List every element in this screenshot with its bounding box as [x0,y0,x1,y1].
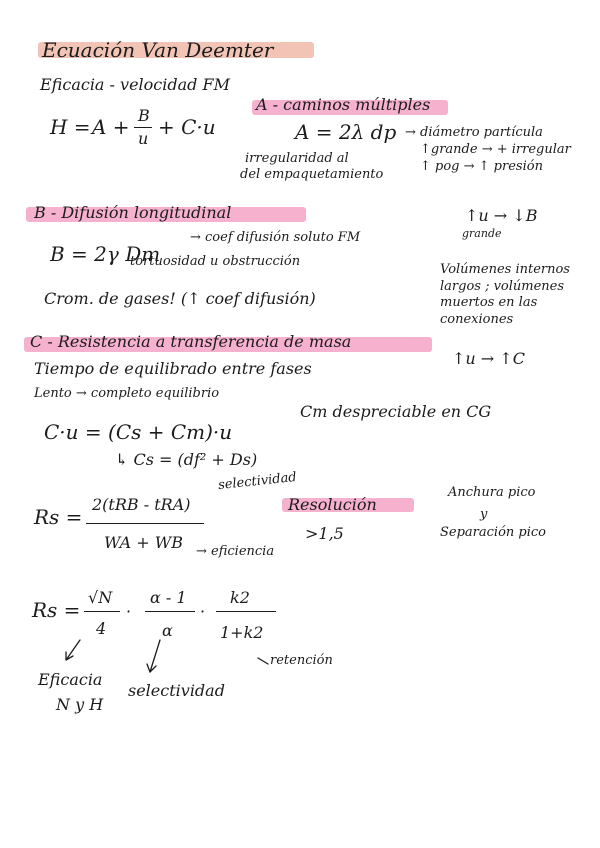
rs2-selectividad: selectividad [128,681,225,700]
b-heading: B - Difusión longitudinal [34,203,232,222]
a-irregularidad-1: irregularidad al [245,151,349,166]
rs2-dot-2: · [200,602,206,621]
c-formula-2: ↳ Cs = (df² + Ds) [115,450,258,469]
arrow-eficacia [66,640,80,660]
a-note-grande: ↑grande → + irregular [420,142,571,157]
subtitle: Eficacia - velocidad FM [40,75,230,94]
c-line-2: Lento → completo equilibrio [34,386,220,401]
b-side-u: ↑u → ↓B [465,206,538,225]
a-note-presion: ↑ pog → ↑ presión [420,159,543,174]
rs2-f3-num: k2 [230,588,250,607]
b-tortuosidad: tortuosidad u obstrucción [130,254,301,269]
rs1-anchura-y: y [480,507,488,522]
b-crom-gases: Crom. de gases! (↑ coef difusión) [44,289,316,308]
b-formula-note: → coef difusión soluto FM [190,230,361,245]
rs1-eficiencia: → eficiencia [196,544,275,559]
b-formula: B = 2γ Dm [50,242,161,266]
rs2-eficacia: Eficacia [38,670,103,689]
rs1-lhs: Rs = [34,505,83,529]
b-volumes-2: largos ; volúmenes [440,279,565,294]
arrow-retencion [258,658,268,664]
rs1-separacion: Separación pico [440,525,546,540]
rs2-f3-den: 1+k2 [220,623,264,642]
rs2-f1-num: √N [88,588,113,607]
a-heading: A - caminos múltiples [256,95,431,114]
a-formula: A = 2λ dp [295,120,397,144]
h-lhs: H = [50,115,91,139]
rs2-f2-num: α - 1 [150,588,187,607]
rs2-lhs: Rs = [32,598,81,622]
h-c-term: + C·u [158,115,216,139]
h-b-numerator: B [138,106,150,125]
rs2-dot-1: · [126,602,132,621]
h-b-denominator: u [138,129,149,148]
rs2-retencion: retención [270,653,333,668]
c-line-1: Tiempo de equilibrado entre fases [34,359,312,378]
c-side-u: ↑u → ↑C [452,349,525,368]
rs1-numerator: 2(tRB - tRA) [92,495,191,514]
c-heading: C - Resistencia a transferencia de masa [30,332,352,351]
rs1-anchura: Anchura pico [448,485,536,500]
rs2-f1-den: 4 [96,619,107,638]
b-volumes-1: Volúmenes internos [440,262,570,277]
b-side-grande: grande [462,227,502,240]
h-a-term: A + [92,115,130,139]
rs1-threshold: >1,5 [305,524,344,543]
page-title: Ecuación Van Deemter [42,38,274,62]
a-note-diametro: → diámetro partícula [405,125,543,140]
c-cm-note: Cm despreciable en CG [300,402,492,421]
b-volumes-4: conexiones [440,312,514,327]
c-formula-1: C·u = (Cs + Cm)·u [44,420,233,444]
a-irregularidad-2: del empaquetamiento [240,167,384,182]
rs1-selectividad: selectividad [217,469,298,494]
rs1-denominator: WA + WB [104,533,183,552]
b-volumes-3: muertos en las [440,295,538,310]
rs2-n-y-h: N y H [56,695,104,714]
rs2-f2-den: α [162,621,173,640]
rs1-resolucion: Resolución [288,495,377,514]
